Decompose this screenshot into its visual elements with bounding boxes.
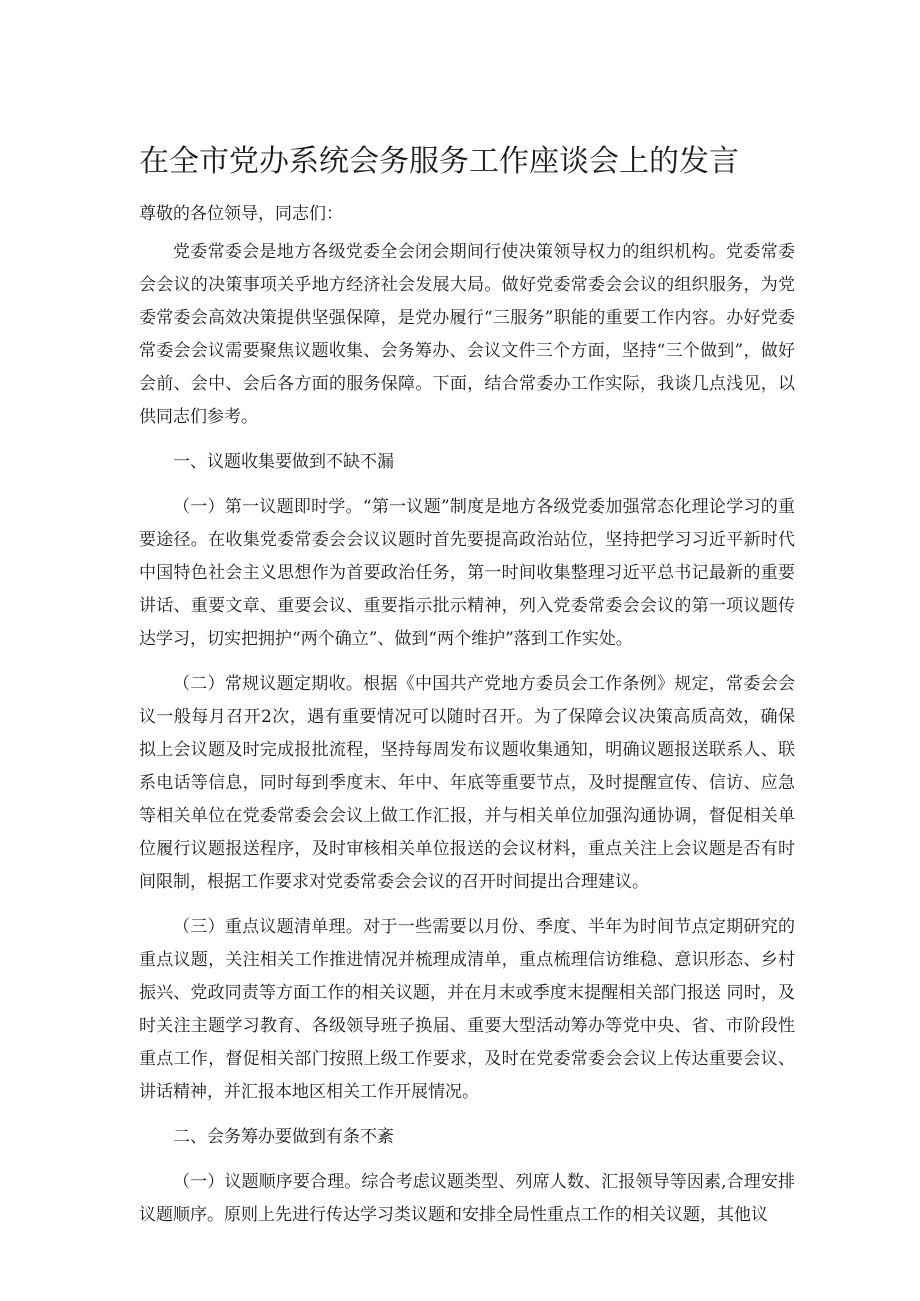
section-1-paragraph-1: （一）第一议题即时学。“第一议题”制度是地方各级党委加强常态化理论学习的重要途径。在收集党委常委会会议议题时首先要提高政治站位，坚持把学习习近平新时代中国特色社会主义思想作为首要政治任务，第一时间收集整理习近平总书记最新的重要讲话、重要文章、重要会议、重要指示批示精神，列入党委常委会会议的第一项议题传达学习，切实把拥护“两个确立”、做到“两个维护”落到工作实处。 bbox=[139, 497, 795, 649]
section-2-paragraph-1: （一）议题顺序要合理。综合考虑议题类型、列席人数、汇报领导等因素,合理安排议题顺序。原则上先进行传达学习类议题和安排全局性重点工作的相关议题，其他议 bbox=[139, 1172, 795, 1225]
salutation: 尊敬的各位领导，同志们： bbox=[139, 204, 343, 224]
section-2-heading: 二、会务筹办要做到有条不紊 bbox=[173, 1127, 394, 1147]
document-body bbox=[139, 236, 795, 1244]
intro-paragraph: 党委常委会是地方各级党委全会闭会期间行使决策领导权力的组织机构。党委常委会会议的决策事项关乎地方经济社会发展大局。做好党委常委会会议的组织服务，为党委常委会高效决策提供坚强保障，是党办履行“三服务”职能的重要工作内容。办好党委常委会会议需要聚焦议题收集、会务筹办、会议文件三个方面，坚持“三个做到”，做好会前、会中、会后各方面的服务保障。下面，结合常委办工作实际，我谈几点浅见，以供同志们参考。 bbox=[139, 242, 795, 427]
section-1-heading: 一、议题收集要做到不缺不漏 bbox=[173, 452, 394, 472]
section-1-paragraph-3: （三）重点议题清单理。对于一些需要以月份、季度、半年为时间节点定期研究的重点议题，关注相关工作推进情况并梳理成清单，重点梳理信访维稳、意识形态、乡村振兴、党政同责等方面工作的相关议题，并在月末或季度末提醒相关部门报送 同时，及时关注主题学习教育、各级领导班子换届、重要大型活动筹办等党中央、省、市阶段性重点工作，督促相关部门按照上级工作要求，及时在党委常委会会议上传达重要会议、讲话精神，并汇报本地区相关工作开展情况。 bbox=[139, 917, 795, 1102]
section-1-paragraph-2: （二）常规议题定期收。根据《中国共产党地方委员会工作条例》规定，常委会会议一般每月召开2次，遇有重要情况可以随时召开。为了保障会议决策高质高效，确保拟上会议题及时完成报批流程，坚持每周发布议题收集通知，明确议题报送联系人、联系电话等信息，同时每到季度末、年中、年底等重要节点，及时提醒宣传、信访、应急等相关单位在党委常委会会议上做工作汇报，并与相关单位加强沟通协调，督促相关单位履行议题报送程序，及时审核相关单位报送的会议材料，重点关注上会议题是否有时间限制，根据工作要求对党委常委会会议的召开时间提出合理建议。 bbox=[139, 674, 795, 892]
document-title: 在全市党办系统会务服务工作座谈会上的发言 bbox=[139, 144, 739, 179]
